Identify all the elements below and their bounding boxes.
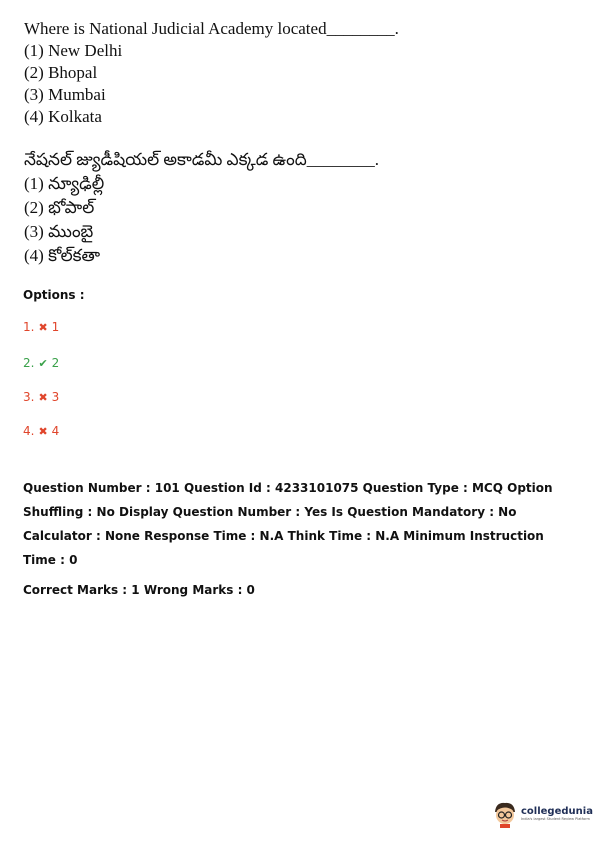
question-english bbox=[24, 18, 399, 128]
answer-option-number: 1. bbox=[23, 320, 35, 334]
cross-icon: ✖ bbox=[38, 320, 48, 334]
answer-option-1 bbox=[23, 320, 59, 334]
answer-option-3 bbox=[23, 390, 59, 404]
student-mascot-icon bbox=[492, 800, 518, 828]
cross-icon: ✖ bbox=[38, 390, 48, 404]
question-telugu bbox=[24, 148, 379, 268]
question-option-en-3: (3) Mumbai bbox=[24, 85, 106, 104]
logo-tagline: India's largest Student Review Platform bbox=[521, 817, 590, 821]
logo-brand-name: collegedunia bbox=[521, 806, 593, 817]
collegedunia-logo bbox=[492, 800, 593, 828]
question-stem-en: Where is National Judicial Academy located________. bbox=[24, 19, 399, 38]
question-marks: Correct Marks : 1 Wrong Marks : 0 bbox=[23, 583, 255, 597]
question-option-te-3: (3) ముంబై bbox=[24, 222, 94, 241]
answer-option-2 bbox=[23, 356, 59, 370]
question-option-te-1: (1) న్యూఢిల్లీ bbox=[24, 174, 105, 193]
answer-option-number: 4. bbox=[23, 424, 35, 438]
answer-option-number: 2. bbox=[23, 356, 35, 370]
question-option-te-2: (2) భోపాల్ bbox=[24, 198, 95, 217]
question-option-te-4: (4) కోల్‌కతా bbox=[24, 246, 101, 265]
answer-option-value: 3 bbox=[51, 390, 60, 404]
answer-option-value: 2 bbox=[51, 356, 60, 370]
answer-option-number: 3. bbox=[23, 390, 35, 404]
question-details: Question Number : 101 Question Id : 4233101075 Question Type : MCQ Option Shuffling : No Display Question Number : Yes Is Question Mandatory : No Calculator : None Response Time : N.A Think Time : N.A Minimum Instruction Time : 0 bbox=[23, 481, 553, 567]
question-metadata bbox=[23, 476, 579, 602]
options-heading: Options : bbox=[23, 288, 85, 302]
answer-option-value: 4 bbox=[51, 424, 60, 438]
cross-icon: ✖ bbox=[38, 424, 48, 438]
answer-option-value: 1 bbox=[51, 320, 60, 334]
answer-option-4 bbox=[23, 424, 59, 438]
question-option-en-1: (1) New Delhi bbox=[24, 41, 123, 60]
question-option-en-2: (2) Bhopal bbox=[24, 63, 98, 82]
logo-text bbox=[521, 806, 593, 822]
check-icon: ✔ bbox=[38, 356, 48, 370]
question-stem-te: నేషనల్ జ్యుడీషియల్ అకాడమీ ఎక్కడ ఉంది________. bbox=[24, 150, 379, 169]
question-option-en-4: (4) Kolkata bbox=[24, 107, 102, 126]
